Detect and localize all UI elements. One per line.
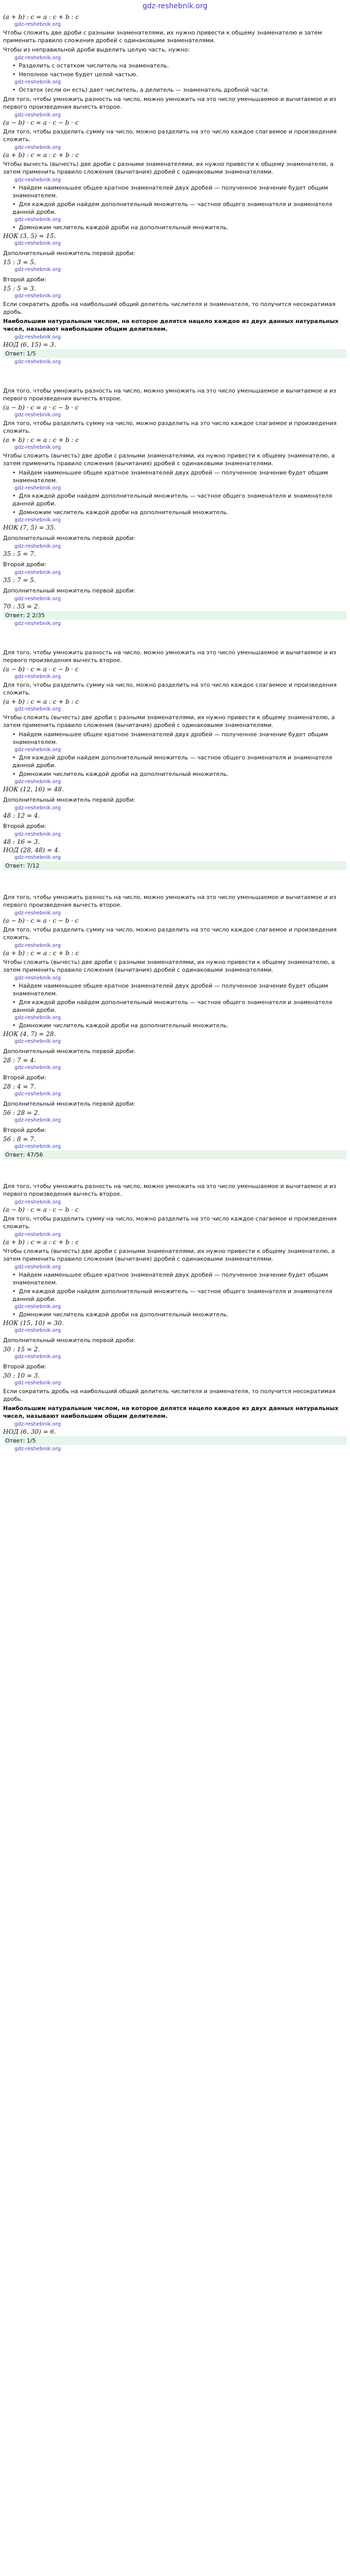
rule-bullet: • Неполное частное будет целой частью. bbox=[12, 71, 347, 78]
watermark-text: gdz-reshebnik.org bbox=[14, 241, 61, 246]
watermark-text: gdz-reshebnik.org bbox=[14, 1328, 61, 1333]
watermark-text: gdz-reshebnik.org bbox=[14, 1199, 61, 1205]
formula-line: НОК (15, 10) = 30. bbox=[3, 1319, 64, 1327]
step-label: Второй дроби: bbox=[3, 1127, 46, 1133]
explanation-text: Наибольшим натуральным числом, на которое делятся нацело каждое из двух данных натуральных чисел, называют наибольшим общим делителем. bbox=[3, 1405, 339, 1419]
formula-line: (a + b) : c = a : c + b : c bbox=[3, 13, 79, 21]
explanation-text: Для того, чтобы разделить сумму на число, можно разделить на это число каждое слагаемое и произведения сложить. bbox=[3, 926, 337, 941]
formula-line: 28 : 7 = 4. bbox=[3, 1057, 36, 1064]
step-label: Второй дроби: bbox=[3, 1363, 46, 1370]
formula-line: 15 : 5 = 3. bbox=[3, 285, 36, 292]
explanation-text: Для того, чтобы умножить разность на число, можно умножить на это число уменьшаемое и вычитаемое и из первого произведения вычесть второе. bbox=[3, 1183, 336, 1197]
formula-line: НОД (28, 48) = 4. bbox=[3, 846, 60, 854]
watermark-text: gdz-reshebnik.org bbox=[14, 55, 61, 61]
watermark-text: gdz-reshebnik.org bbox=[14, 79, 61, 85]
watermark-text: gdz-reshebnik.org bbox=[14, 805, 61, 811]
formula-line: 30 : 15 = 2. bbox=[3, 1346, 40, 1353]
formula-line: 35 : 7 = 5. bbox=[3, 577, 36, 584]
watermark-text: gdz-reshebnik.org bbox=[14, 706, 61, 712]
rule-bullet: • Для каждой дроби найдем дополнительный множитель — частное общего знаменателя и знаменателя данной дроби. bbox=[12, 998, 347, 1014]
watermark-text: gdz-reshebnik.org bbox=[14, 177, 61, 183]
formula-line: 48 : 12 = 4. bbox=[3, 812, 40, 819]
answer-line: Ответ: 47/56 bbox=[3, 1150, 347, 1159]
formula-line: 15 : 3 = 5. bbox=[3, 259, 36, 266]
rule-bullet: • Домножим числитель каждой дроби на дополнительный множитель. bbox=[12, 1311, 347, 1318]
formula-line: НОК (12, 16) = 48. bbox=[3, 786, 64, 793]
solution-content bbox=[0, 13, 350, 1472]
rule-bullet: • Домножим числитель каждой дроби на дополнительный множитель. bbox=[12, 1022, 347, 1029]
watermark-text: gdz-reshebnik.org bbox=[14, 359, 61, 365]
watermark-text: gdz-reshebnik.org bbox=[14, 267, 61, 273]
rule-bullet: • Найдем наименьшее общее кратное знаменателей двух дробей — полученное значение будет общим знаменателем. bbox=[12, 731, 347, 746]
watermark-text: gdz-reshebnik.org bbox=[14, 747, 61, 753]
watermark-text: gdz-reshebnik.org bbox=[14, 1421, 61, 1427]
watermark-text: gdz-reshebnik.org bbox=[14, 1446, 61, 1452]
watermark-text: gdz-reshebnik.org bbox=[14, 910, 61, 916]
watermark-text: gdz-reshebnik.org bbox=[14, 1354, 61, 1360]
rule-bullet: • Найдем наименьшее общее кратное знаменателей двух дробей — полученное значение будет общим знаменателем. bbox=[12, 184, 347, 199]
explanation-text: Для того, чтобы умножить разность на число, можно умножить на это число уменьшаемое и вычитаемое и из первого произведения вычесть второе. bbox=[3, 96, 336, 110]
formula-line: (a + b) : c = a : c + b : c bbox=[3, 950, 79, 957]
section-spacer bbox=[3, 365, 347, 385]
rule-bullet: • Найдем наименьшее общее кратное знаменателей двух дробей — полученное значение будет общим знаменателем. bbox=[12, 982, 347, 997]
formula-line: (a − b) · c = a · c − b · c bbox=[3, 1206, 79, 1213]
watermark-text: gdz-reshebnik.org bbox=[14, 1232, 61, 1238]
watermark-text: gdz-reshebnik.org bbox=[14, 975, 61, 981]
formula-line: 56 : 8 = 7. bbox=[3, 1136, 36, 1143]
watermark-text: gdz-reshebnik.org bbox=[14, 1015, 61, 1021]
formula-line: (a − b) · c = a · c − b · c bbox=[3, 119, 79, 126]
watermark-text: gdz-reshebnik.org bbox=[14, 570, 61, 575]
explanation-text: Для того, чтобы умножить разность на число, можно умножить на это число уменьшаемое и вычитаемое и из первого произведения вычесть второе. bbox=[3, 649, 336, 664]
watermark-text: gdz-reshebnik.org bbox=[14, 943, 61, 948]
answer-line: Ответ: 1/5 bbox=[3, 349, 347, 358]
watermark-text: gdz-reshebnik.org bbox=[14, 145, 61, 150]
explanation-text: Для того, чтобы умножить разность на число, можно умножить на это число уменьшаемое и вычитаемое и из первого произведения вычесть второе. bbox=[3, 894, 336, 908]
step-label: Дополнительный множитель первой дроби: bbox=[3, 250, 136, 257]
watermark-text: gdz-reshebnik.org bbox=[14, 621, 61, 626]
formula-line: (a − b) · c = a · c − b · c bbox=[3, 917, 79, 924]
formula-line: (a + b) : c = a : c + b : c bbox=[3, 436, 79, 444]
step-label: Дополнительный множитель первой дроби: bbox=[3, 1048, 136, 1055]
watermark-text: gdz-reshebnik.org bbox=[14, 1039, 61, 1044]
watermark-text: gdz-reshebnik.org bbox=[14, 596, 61, 602]
step-label: Дополнительный множитель первой дроби: bbox=[3, 587, 136, 594]
watermark-text: gdz-reshebnik.org bbox=[14, 855, 61, 860]
watermark-text: gdz-reshebnik.org bbox=[14, 293, 61, 299]
rule-bullet: • Домножим числитель каждой дроби на дополнительный множитель. bbox=[12, 770, 347, 778]
explanation-text: Чтобы сложить (вычесть) две дроби с разными знаменателями, их нужно привести к общему знаменателю, а затем применить правило сложения (вычитания) дробей с одинаковыми знаменателями. bbox=[3, 452, 335, 467]
rule-bullet: • Для каждой дроби найдем дополнительный множитель — частное общего знаменателя и знаменателя данной дроби. bbox=[12, 200, 347, 216]
answer-line: Ответ: 2 2/35 bbox=[3, 611, 347, 620]
rule-bullet: • Найдем наименьшее общее кратное знаменателей двух дробей — полученное значение будет общим знаменателем. bbox=[12, 1271, 347, 1286]
explanation-text: Для того, чтобы разделить сумму на число, можно разделить на это число каждое слагаемое и произведения сложить. bbox=[3, 1215, 337, 1230]
watermark-text: gdz-reshebnik.org bbox=[14, 485, 61, 491]
explanation-text: Чтобы сложить (вычесть) две дроби с разными знаменателями, их нужно привести к общему знаменателю, а затем применить правило сложения (вычитания) дробей с одинаковыми знаменателями. bbox=[3, 959, 335, 973]
watermark-text: gdz-reshebnik.org bbox=[14, 1264, 61, 1270]
step-label: Дополнительный множитель первой дроби: bbox=[3, 535, 136, 541]
formula-line: НОД (6, 30) = 6. bbox=[3, 1428, 56, 1435]
step-label: Второй дроби: bbox=[3, 561, 46, 568]
explanation-text: Чтобы из неправильной дроби выделить целую часть, нужно: bbox=[3, 46, 190, 53]
watermark-text: gdz-reshebnik.org bbox=[14, 1117, 61, 1123]
explanation-text: Для того, чтобы разделить сумму на число, можно разделить на это число каждое слагаемое и произведения сложить. bbox=[3, 682, 337, 696]
step-label: Дополнительный множитель первой дроби: bbox=[3, 1337, 136, 1344]
explanation-text: Для того, чтобы умножить разность на число, можно умножить на это число уменьшаемое и вычитаемое и из первого произведения вычесть второе. bbox=[3, 387, 336, 402]
rule-bullet: • Для каждой дроби найдем дополнительный множитель — частное общего знаменателя и знаменателя данной дроби. bbox=[12, 1287, 347, 1303]
rule-bullet: • Домножим числитель каждой дроби на дополнительный множитель. bbox=[12, 509, 347, 516]
rule-bullet: • Для каждой дроби найдем дополнительный множитель — частное общего знаменателя и знаменателя данной дроби. bbox=[12, 754, 347, 769]
step-label: Дополнительный множитель первой дроби: bbox=[3, 796, 136, 803]
site-header[interactable]: gdz-reshebnik.org bbox=[142, 2, 208, 10]
watermark-text: gdz-reshebnik.org bbox=[14, 1380, 61, 1386]
formula-line: 28 : 4 = 7. bbox=[3, 1083, 36, 1090]
step-label: Второй дроби: bbox=[3, 823, 46, 829]
step-label: Второй дроби: bbox=[3, 1074, 46, 1081]
explanation-text: Если сократить дробь на наибольший общий делитель числителя и знаменателя, то получится несократимая дробь. bbox=[3, 301, 336, 315]
answer-line: Ответ: 1/5 bbox=[3, 1436, 347, 1445]
formula-line: 48 : 16 = 3. bbox=[3, 838, 40, 845]
section-spacer bbox=[3, 1160, 347, 1181]
rule-bullet: • Домножим числитель каждой дроби на дополнительный множитель. bbox=[12, 224, 347, 231]
explanation-text: Чтобы сложить (вычесть) две дроби с разными знаменателями, их нужно привести к общему знаменателю, а затем применить правило сложения (вычитания) дробей с одинаковыми знаменателями. bbox=[3, 714, 335, 728]
explanation-text: Чтобы сложить две дроби с разными знаменателями, их нужно привести к общему знаменателю и затем применить правило сложения дробей с одинаковыми знаменателями. bbox=[3, 29, 322, 44]
formula-line: НОК (7, 5) = 35. bbox=[3, 524, 56, 531]
formula-line: 35 : 5 = 7. bbox=[3, 550, 36, 557]
watermark-text: gdz-reshebnik.org bbox=[14, 217, 61, 223]
explanation-text: Наибольшим натуральным числом, на которое делятся нацело каждое из двух данных натуральных чисел, называют наибольшим общим делителем. bbox=[3, 318, 339, 332]
rule-bullet: • Для каждой дроби найдем дополнительный множитель — частное общего знаменателя и знаменателя данной дроби. bbox=[12, 492, 347, 507]
watermark-text: gdz-reshebnik.org bbox=[14, 334, 61, 340]
formula-line: НОК (3, 5) = 15. bbox=[3, 232, 56, 240]
explanation-text: Для того, чтобы разделить сумму на число, можно разделить на это число каждое слагаемое и произведения сложить. bbox=[3, 128, 337, 143]
section-spacer bbox=[3, 1452, 347, 1472]
explanation-text: Чтобы вычесть (вычесть) две дроби с разными знаменателями, их нужно привести к общему знаменателю, а затем применить правило сложения (вычитания) дробей с одинаковыми знаменателями. bbox=[3, 161, 334, 175]
formula-line: (a + b) : c = a : c + b : c bbox=[3, 698, 79, 705]
watermark-text: gdz-reshebnik.org bbox=[14, 779, 61, 785]
step-label: Второй дроби: bbox=[3, 276, 46, 283]
watermark-text: gdz-reshebnik.org bbox=[14, 1144, 61, 1149]
explanation-text: Если сократить дробь на наибольший общий делитель числителя и знаменателя, то получится несократимая дробь. bbox=[3, 1388, 336, 1402]
step-label: Дополнительный множитель первой дроби: bbox=[3, 1100, 136, 1107]
explanation-text: Чтобы сложить (вычесть) две дроби с разными знаменателями, их нужно привести к общему знаменателю, а затем применить правило сложения (вычитания) дробей с одинаковыми знаменателями. bbox=[3, 1248, 335, 1262]
watermark-text: gdz-reshebnik.org bbox=[14, 112, 61, 118]
watermark-text: gdz-reshebnik.org bbox=[14, 412, 61, 418]
rule-bullet: • Найдем наименьшее общее кратное знаменателей двух дробей — полученное значение будет общим знаменателем. bbox=[12, 469, 347, 484]
formula-line: (a + b) : c = a : c + b : c bbox=[3, 151, 79, 159]
watermark-text: gdz-reshebnik.org bbox=[14, 517, 61, 523]
watermark-text: gdz-reshebnik.org bbox=[14, 1304, 61, 1310]
section-spacer bbox=[3, 626, 347, 647]
answer-line: Ответ: 7/12 bbox=[3, 861, 347, 870]
watermark-text: gdz-reshebnik.org bbox=[14, 22, 61, 27]
explanation-text: Для того, чтобы разделить сумму на число, можно разделить на это число каждое слагаемое и произведения сложить. bbox=[3, 420, 337, 434]
watermark-text: gdz-reshebnik.org bbox=[14, 832, 61, 837]
formula-line: 56 : 28 = 2. bbox=[3, 1109, 40, 1116]
formula-line: (a + b) : c = a : c + b : c bbox=[3, 1239, 79, 1246]
rule-bullet: • Остаток (если он есть) дает числитель, а делитель — знаменатель дробной части. bbox=[12, 86, 347, 94]
rule-bullet: • Разделить с остатком числитель на знаменатель. bbox=[12, 62, 347, 70]
formula-line: (a − b) · c = a · c − b · c bbox=[3, 666, 79, 673]
formula-line: (a − b) · c = a · c − b · c bbox=[3, 404, 79, 411]
watermark-text: gdz-reshebnik.org bbox=[14, 674, 61, 680]
watermark-text: gdz-reshebnik.org bbox=[14, 1091, 61, 1097]
watermark-text: gdz-reshebnik.org bbox=[14, 544, 61, 549]
watermark-text: gdz-reshebnik.org bbox=[14, 445, 61, 450]
formula-line: 70 : 35 = 2. bbox=[3, 603, 40, 610]
formula-line: НОК (4, 7) = 28. bbox=[3, 1030, 56, 1038]
formula-line: НОД (6, 15) = 3. bbox=[3, 341, 56, 348]
formula-line: 30 : 10 = 3. bbox=[3, 1372, 40, 1379]
watermark-text: gdz-reshebnik.org bbox=[14, 1065, 61, 1071]
section-spacer bbox=[3, 871, 347, 892]
